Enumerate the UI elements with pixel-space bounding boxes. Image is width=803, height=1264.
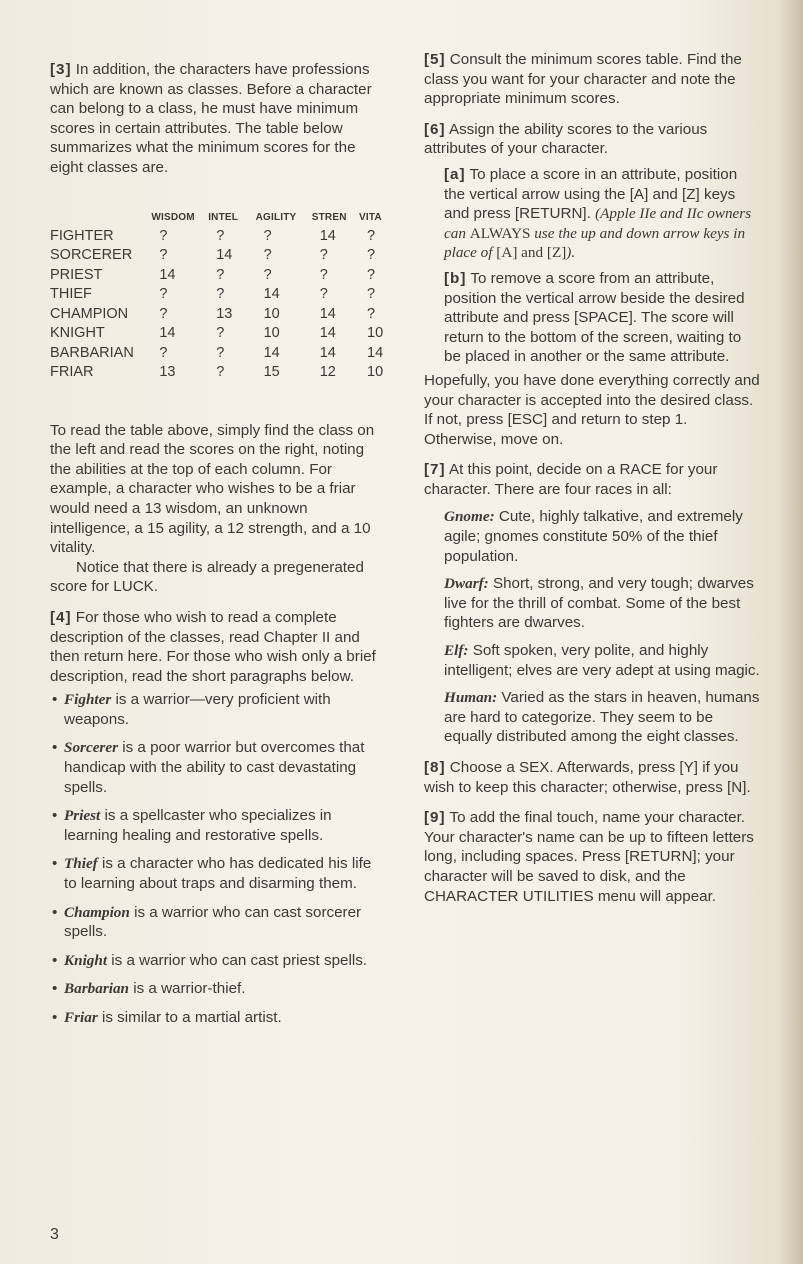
paragraph-number: [3] [50,61,72,78]
list-item [50,951,386,971]
paragraph-text: Consult the minimum scores table. Find the class you want for your character and note the appropriate minimum scores. [424,51,742,108]
class-name: Barbarian [64,980,129,998]
table-cell: ? [216,286,225,303]
table-cell: 14 [159,325,176,342]
list-item [50,979,386,999]
hopefully-paragraph: Hopefully, you have done everything correctly and your character is accepted into the desired class. If not, press [ESC] and return to step 1. Otherwise, move on. [424,371,760,448]
table-cell: 12 [319,364,336,381]
paragraph-text: At this point, decide on a RACE for your character. There are four races in all: [424,461,718,498]
table-header-vita: VITA [359,211,382,223]
table-cell-class: PRIEST [50,266,103,283]
table-cell: ? [216,266,225,283]
table-cell-class: FRIAR [50,364,94,381]
table-cell-class: CHAMPION [50,305,129,322]
table-cell: 14 [319,227,336,244]
race-description: Short, strong, and very tough; dwarves live for the thrill of combat. Some of the best fighters are dwarves. [444,575,754,632]
page-number: 3 [50,1226,59,1243]
paragraph-number: [5] [424,51,446,68]
table-cell: 14 [319,325,336,342]
table-cell: 10 [263,325,280,342]
table-row [50,285,386,305]
table-cell-class: BARBARIAN [50,344,134,361]
race-name: Dwarf: [444,575,489,593]
table-header-row [50,212,386,227]
class-description: is a character who has dedicated his life to learning about traps and disarming them. [64,855,372,893]
class-description-list [50,690,386,1027]
race-name: Elf: [444,642,469,660]
table-cell-class: THIEF [50,286,92,303]
table-cell: 13 [159,364,176,381]
table-cell: 14 [367,344,384,361]
table-header-stren: STREN [311,211,347,223]
table-cell: ? [263,227,272,244]
table-cell: ? [159,247,168,264]
paragraph-5 [424,50,762,109]
paragraph-number: [6] [424,120,446,138]
table-cell-class: SORCERER [50,247,133,264]
class-name: Friar [64,1009,98,1026]
list-item [50,1008,386,1028]
table-cell: 14 [263,344,280,361]
paragraph-number: [8] [424,759,446,776]
class-name: Champion [64,903,130,921]
paragraph-7 [424,460,762,499]
list-item [50,903,386,942]
table-cell: ? [159,286,168,303]
paragraph-4 [50,608,386,686]
race-description: Cute, highly talkative, and extremely agile; gnomes constitute 50% of the thief population. [444,508,743,565]
paragraph-8 [424,758,762,797]
table-header-agility: AGILITY [255,211,297,223]
table-header-intel: INTEL [208,211,239,223]
class-description: is a poor warrior but overcomes that handicap with the ability to cast devastating spells. [64,739,365,796]
paragraph-text: Choose a SEX. Afterwards, press [Y] if you wish to keep this character; otherwise, press [N]. [424,759,751,796]
table-explanation: To read the table above, simply find the class on the left and read the scores on the right, noting the abilities at the top of each column. For example, a character who wishes to be a friar would need a 13 wisdom, an unknown intelligence, a 15 agility, a 12 strength, and a 10 vitality. [50,421,375,557]
paragraph-text: For those who wish to read a complete description of the classes, read Chapter II and then return here. For those who wish only a brief description, read the short paragraphs below. [50,608,376,685]
table-header-wisdom: WISDOM [151,211,195,223]
right-column [424,50,762,906]
table-header-class [50,212,151,227]
table-cell: ? [319,286,328,303]
list-item [50,806,386,845]
table-cell: ? [319,247,328,264]
table-cell: ? [216,325,225,342]
race-name: Gnome: [444,508,495,526]
table-cell: ? [159,344,168,361]
class-name: Priest [64,807,101,825]
paragraph-text: In addition, the characters have professions which are known as classes. Before a character can belong to a class, he must have minimum scores in certain attributes. The table below summarizes what the minimum scores for the eight classes are. [50,61,372,176]
table-row [50,363,386,383]
list-item [50,690,386,729]
race-description: Soft spoken, very polite, and highly intelligent; elves are very adept at using magic. [444,642,760,679]
paragraph-3 [50,60,386,178]
table-cell: ? [263,247,272,264]
paragraph-6a [424,165,762,263]
paragraph-9 [424,808,762,906]
table-cell: ? [216,364,225,381]
table-cell: ? [367,286,376,303]
list-item [50,854,386,893]
table-cell: ? [367,247,376,264]
race-description: Varied as the stars in heaven, humans are hard to categorize. They seem to be equally distributed among the eight classes. [444,689,760,746]
table-cell-class: KNIGHT [50,325,105,342]
paragraph-number: [7] [424,461,446,479]
table-cell: 14 [263,286,280,303]
left-column [50,60,386,1037]
class-description: is a warrior who can cast sorcerer spells. [64,903,362,941]
table-cell: 14 [159,266,176,283]
class-description: is a warrior—very proficient with weapons. [64,691,331,728]
class-description: is similar to a martial artist. [97,1009,282,1026]
table-cell: ? [159,227,168,244]
table-row [50,324,386,344]
class-name: Fighter [64,691,112,709]
apple-note: (Apple IIe and IIc owners can ALWAYS use the up and down arrow keys in place of [A] and [Z]). [444,205,752,262]
table-cell: 15 [263,364,280,381]
paragraph-text: Assign the ability scores to the various attributes of your character. [424,120,708,158]
paragraph-text: To add the final touch, name your character. Your character's name can be up to fifteen letters long, including spaces. Press [RETURN]; your character will be saved to disk, and the CHARACTER UTILITIES menu will appear. [424,809,754,905]
table-cell: ? [367,305,376,322]
table-cell: 14 [319,344,336,361]
race-dwarf [424,574,762,633]
table-cell: 13 [216,305,233,322]
table-cell: 10 [263,305,280,322]
paragraph-number: [b] [444,269,467,287]
class-description: is a warrior-thief. [129,980,246,998]
class-description: is a warrior who can cast priest spells. [107,951,368,969]
table-cell: ? [263,266,272,283]
paragraph-number: [a] [444,165,466,183]
paragraph-6b [424,269,762,367]
table-row [50,227,386,247]
paragraph-text: To place a score in an attribute, position the vertical arrow using the [A] and [Z] keys and press [RETURN]. [444,165,738,223]
table-row [50,305,386,325]
table-row [50,246,386,266]
table-cell: 14 [216,247,233,264]
luck-note: Notice that there is already a pregenerated score for LUCK. [50,558,364,596]
table-cell: 10 [367,325,384,342]
class-minimum-scores-table [50,212,386,383]
paragraph-number: [9] [424,809,446,827]
paragraph-number: [4] [50,608,72,626]
table-row [50,344,386,364]
race-human [424,688,762,747]
class-name: Thief [64,855,98,873]
class-name: Sorcerer [64,739,118,757]
table-cell: ? [159,305,168,322]
table-cell: ? [367,227,376,244]
class-description: is a spellcaster who specializes in learning healing and restorative spells. [64,807,332,844]
table-cell: 10 [367,364,384,381]
race-gnome [424,507,762,566]
table-row [50,266,386,286]
paragraph-text: To remove a score from an attribute, position the vertical arrow beside the desired attribute and press [SPACE]. The score will return to the bottom of the screen, waiting to be placed in another or the same attribute. [444,269,745,366]
race-name: Human: [444,689,498,707]
table-cell: ? [216,227,225,244]
table-cell: ? [216,344,225,361]
race-elf [424,641,762,680]
table-cell: ? [319,266,328,283]
table-cell-class: FIGHTER [50,227,114,244]
list-item [50,738,386,797]
table-cell: 14 [319,305,336,322]
class-name: Knight [64,951,108,969]
table-cell: ? [367,266,376,283]
paragraph-6 [424,120,762,159]
